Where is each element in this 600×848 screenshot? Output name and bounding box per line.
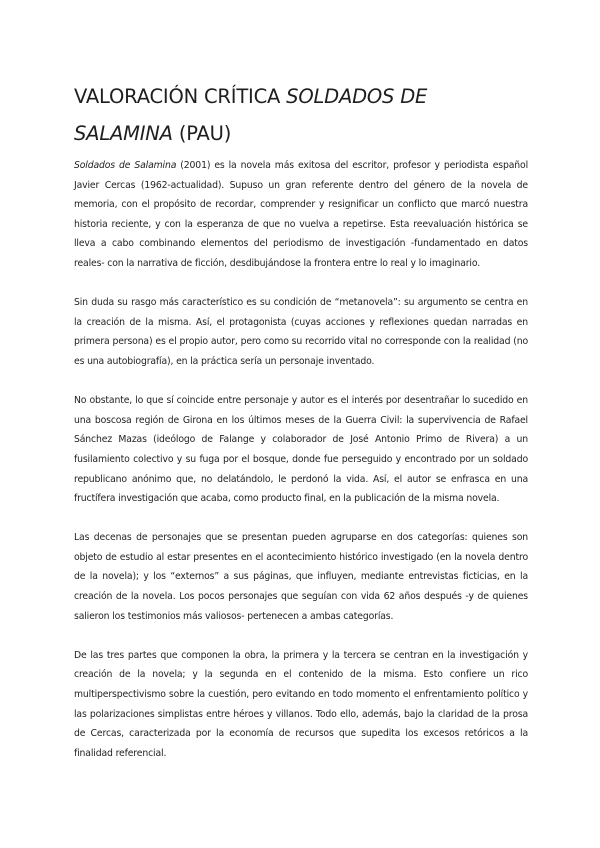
book-title-italic: Soldados de Salamina — [74, 160, 177, 171]
paragraph-3: No obstante, lo que sí coincide entre personaje y autor es el interés por desentrañar lo sucedido en una boscosa región de Girona en los últimos meses de la Guerra Civil: la supervivencia de Rafael Sánchez Mazas (ideólogo de Falange y colaborador de José Antonio Primo de Rivera) a un fusilamiento colectivo y su fuga por el bosque, donde fue perseguido y encontrado por un soldado republicano anónimo que, no delatándolo, le perdonó la vida. Así, el autor se enfrasca en una fructífera investigación que acaba, como producto final, en la publicación de la misma novela. — [74, 395, 528, 505]
document-title — [74, 78, 528, 152]
title-suffix: (PAU) — [172, 122, 232, 145]
paragraph-2: Sin duda su rasgo más característico es su condición de “metanovela”: su argumento se centra en la creación de la misma. Así, el protagonista (cuyas acciones y reflexiones quedan narradas en primera persona) es el propio autor, pero como su recorrido vital no corresponde con la realidad (no es una autobiografía), en la práctica sería un personaje inventado. — [74, 297, 528, 367]
title-italic: SOLDADOS DE SALAMINA — [74, 85, 428, 145]
paragraph-1 — [74, 156, 528, 274]
paragraph-4: Las decenas de personajes que se presentan pueden agruparse en dos categorías: quienes son objeto de estudio al estar presentes en el acontecimiento histórico investigado (en la novela dentro de la novela); y los “externos” a sus páginas, que influyen, mediante entrevistas ficticias, en la creación de la novela. Los pocos personajes que seguían con vida 62 años después -y de quienes salieron los testimonios más valiosos- pertenecen a ambas categorías. — [74, 532, 528, 622]
paragraph-1-text: (2001) es la novela más exitosa del escritor, profesor y periodista español Javier Cercas (1962-actualidad). Supuso un gran referente dentro del género de la novela de memoria, con el propósito de recordar, comprender y resignificar un conflicto que marcó nuestra historia reciente, y con la esperanza de que no vuelva a repetirse. Esta reevaluación histórica se lleva a cabo combinando elementos del periodismo de investigación -fundamentado en datos reales- con la narrativa de ficción, desdibujándose la frontera entre lo real y lo imaginario. — [74, 160, 529, 269]
title-prefix: VALORACIÓN CRÍTICA — [74, 85, 287, 108]
paragraph-5: De las tres partes que componen la obra, la primera y la tercera se centran en la investigación y creación de la novela; y la segunda en el contenido de la misma. Esto confiere un rico multiperspectivismo sobre la cuestión, pero evitando en todo momento el enfrentamiento político y las polarizaciones simplistas entre héroes y villanos. Todo ello, además, bajo la claridad de la prosa de Cercas, caracterizada por la economía de recursos que supedita los excesos retóricos a la finalidad referencial. — [74, 649, 528, 759]
document-page — [74, 78, 528, 783]
